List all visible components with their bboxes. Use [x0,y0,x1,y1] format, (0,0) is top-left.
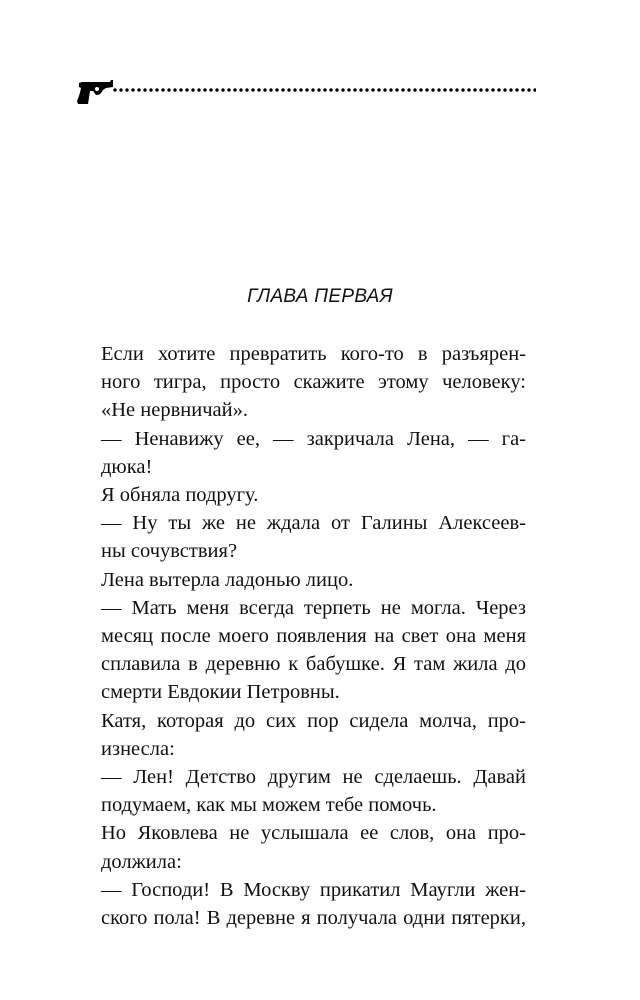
dotted-rule [112,87,536,93]
chapter-text [74,340,526,932]
text-line: ского пола! В деревне я получала одни пятерки, [101,907,526,930]
text-line: смерти Евдокии Петровны. [101,681,340,704]
text-line: изнесла: [101,737,175,760]
text-line: дюка! [101,455,153,478]
text-line: сплавила в деревню к бабушке. Я там жила до [101,653,526,676]
text-line: — Лен! Детство другим не сделаешь. Давай [101,766,526,789]
chapter-ornament [76,78,536,108]
pistol-icon [76,78,114,108]
text-line: «Не нервничай». [101,399,248,422]
text-line: — Господи! В Москву прикатил Маугли жен- [101,878,526,901]
text-line: — Ненавижу ее, — закричала Лена, — га- [101,427,526,450]
text-line: ны сочувствия? [101,540,238,563]
paragraph [74,876,526,932]
paragraph [74,819,526,875]
paragraph [74,340,526,425]
chapter-title: ГЛАВА ПЕРВАЯ [247,286,393,307]
text-line: подумаем, как мы можем тебе помочь. [101,794,437,817]
text-line: Лена вытерла ладонью лицо. [101,568,354,591]
paragraph [74,566,526,594]
text-line: — Ну ты же не ждала от Галины Алексеев- [101,512,526,535]
paragraph [74,481,526,509]
text-line: должила: [101,850,182,873]
text-line: ного тигра, просто скажите этому человеку: [101,371,526,394]
paragraph [74,509,526,565]
text-line: Но Яковлева не услышала ее слов, она про- [101,822,526,845]
text-line: — Мать меня всегда терпеть не могла. Через [101,596,526,619]
paragraph [74,707,526,763]
paragraph [74,425,526,481]
text-line: Катя, которая до сих пор сидела молча, про- [101,709,526,732]
text-line: месяц после моего появления на свет она меня [101,625,526,648]
paragraph [74,763,526,819]
text-line: Я обняла подругу. [101,484,259,507]
paragraph [74,594,526,707]
text-line: Если хотите превратить кого-то в разъярен- [101,343,526,365]
